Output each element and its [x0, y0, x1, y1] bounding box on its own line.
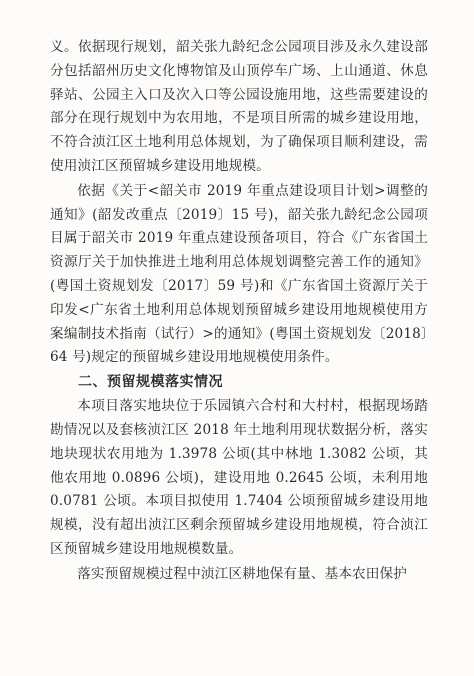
body-paragraph-basis: 依据《关于<韶关市 2019 年重点建设项目计划>调整的通知》(韶发改重点〔2019〕15 号)，韶关张九龄纪念公园项目属于韶关市 2019 年重点建设预备项目，符合《广东省国土资源厅关于加快推进土地利用总体规划调整完善工作的通知》(粤国土资规划发〔2017〕59 号)和《广东省国土资源厅关于印发<广东省土地利用总体规划预留城乡建设用地规模使用方案编制技术指南（试行）>的通知》(粤国土资规划发〔2018〕64 号)规定的预留城乡建设用地规模使用条件。 — [50, 182, 428, 366]
section-heading: 二、预留规模落实情况 — [78, 374, 223, 391]
body-paragraph-implementation: 本项目落实地块位于乐园镇六合村和大村村，根据现场踏勘情况以及套核浈江区 2018 年土地利用现状数据分析，落实地块现状农用地为 1.3978 公顷(其中林地 1.3082 公顷，其他农用地 0.0896 公顷)，建设用地 0.2645 公顷，未利用地 0.0781 公顷。本项目拟使用 1.7404 公顷预留城乡建设用地规模，没有超出浈江区剩余预留城乡建设用地规模，符合浈江区预留城乡建设用地规模数量。 — [50, 398, 428, 557]
body-paragraph-continued: 义。依据现行规划，韶关张九龄纪念公园项目涉及永久建设部分包括韶州历史文化博物馆及山顶停车广场、上山通道、休息驿站、公园主入口及次入口等公园设施用地，这些需要建设的部分在现行规划中为农用地，不是项目所需的城乡建设用地，不符合浈江区土地利用总体规划，为了确保项目顺利建设，需使用浈江区预留城乡建设用地规模。 — [50, 39, 428, 174]
body-paragraph-partial: 落实预留规模过程中浈江区耕地保有量、基本农田保护 — [77, 565, 408, 582]
